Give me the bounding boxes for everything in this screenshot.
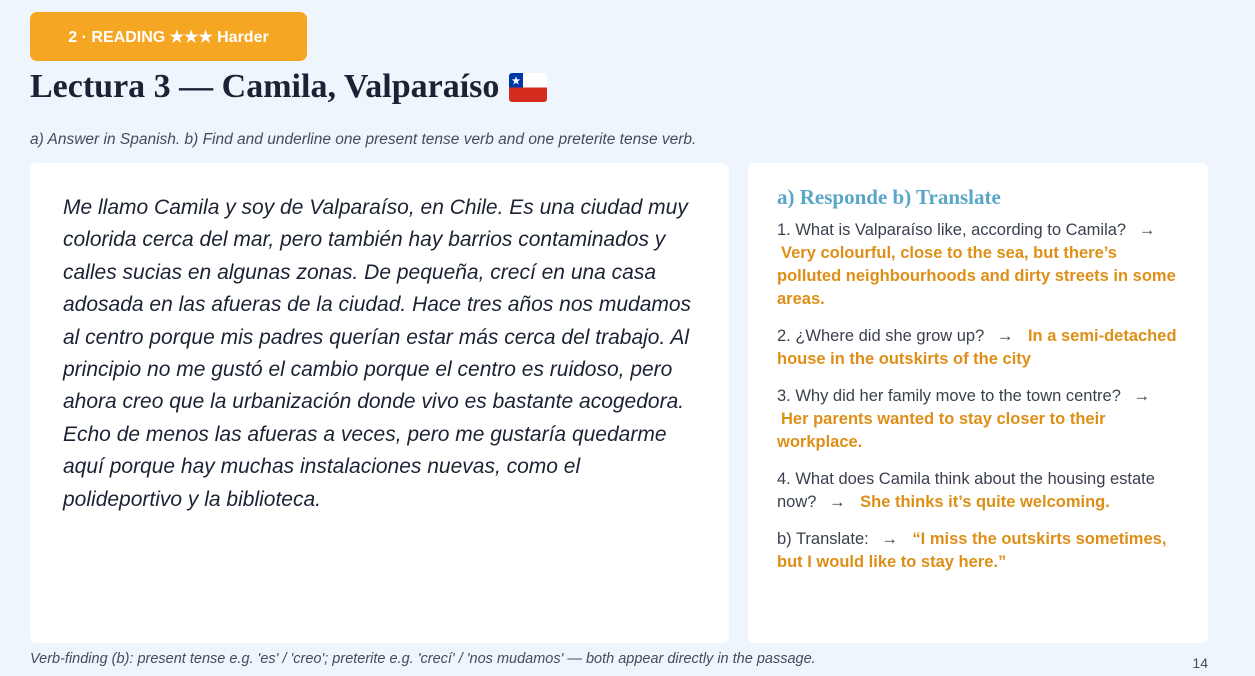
arrow-icon: →	[1138, 221, 1156, 239]
question-item	[777, 528, 1180, 574]
arrow-icon: →	[996, 327, 1014, 345]
answer-text: She thinks it’s quite welcoming.	[860, 493, 1110, 511]
task-instructions: a) Answer in Spanish. b) Find and underline one present tense verb and one preterite tense verb.	[30, 131, 697, 148]
reading-passage: Me llamo Camila y soy de Valparaíso, en Chile. Es una ciudad muy colorida cerca del mar, pero también hay barrios contaminados y calles sucias en algunas zonas. De pequeña, crecí en una casa adosada en las afueras de la ciudad. Hace tres años nos mudamos al centro porque mis padres querían estar más cerca del trabajo. Al principio no me gustó el cambio porque el centro es ruidoso, pero ahora creo que la urbanización donde vivo es bastante acogedora. Echo de menos las afueras a veces, pero me gustaría quedarme aquí porque hay muchas instalaciones nuevas, como el polideportivo y la biblioteca.	[63, 196, 692, 511]
chile-flag-icon	[509, 73, 547, 102]
section-badge	[30, 12, 307, 61]
question-item	[777, 468, 1180, 514]
question-item	[777, 219, 1180, 311]
reading-passage-card	[30, 163, 729, 643]
question-item	[777, 325, 1180, 371]
section-badge-label: 2 · READING ★★★ Harder	[68, 28, 269, 46]
answers-heading: a) Responde b) Translate	[777, 185, 1001, 209]
arrow-icon: →	[829, 493, 846, 511]
question-text: 1. What is Valparaíso like, according to Camila?	[777, 221, 1127, 239]
question-text: 3. Why did her family move to the town centre?	[777, 387, 1121, 405]
answers-card	[748, 163, 1208, 643]
arrow-icon: →	[881, 530, 898, 548]
question-text: b) Translate:	[777, 530, 869, 548]
page-number: 14	[1192, 655, 1208, 671]
question-text: 4. What does Camila think about the housing estate now?	[777, 470, 1155, 511]
answer-text: Very colourful, close to the sea, but there’s polluted neighbourhoods and dirty streets in some areas.	[777, 244, 1176, 308]
arrow-icon: →	[1133, 387, 1150, 405]
question-text: 2. ¿Where did she grow up?	[777, 327, 985, 345]
answer-text: Her parents wanted to stay closer to their workplace.	[777, 410, 1106, 451]
question-item	[777, 385, 1180, 454]
verb-finding-footnote: Verb-finding (b): present tense e.g. 'es' / 'creo'; preterite e.g. 'crecí' / 'nos mudamos' — both appear directly in the passage.	[30, 651, 816, 667]
answer-text: “I miss the outskirts sometimes, but I would like to stay here.”	[777, 530, 1167, 571]
page-title	[30, 68, 547, 106]
page-title-text: Lectura 3 — Camila, Valparaíso	[30, 68, 500, 105]
answer-text: In a semi-detached house in the outskirts of the city	[777, 327, 1177, 368]
